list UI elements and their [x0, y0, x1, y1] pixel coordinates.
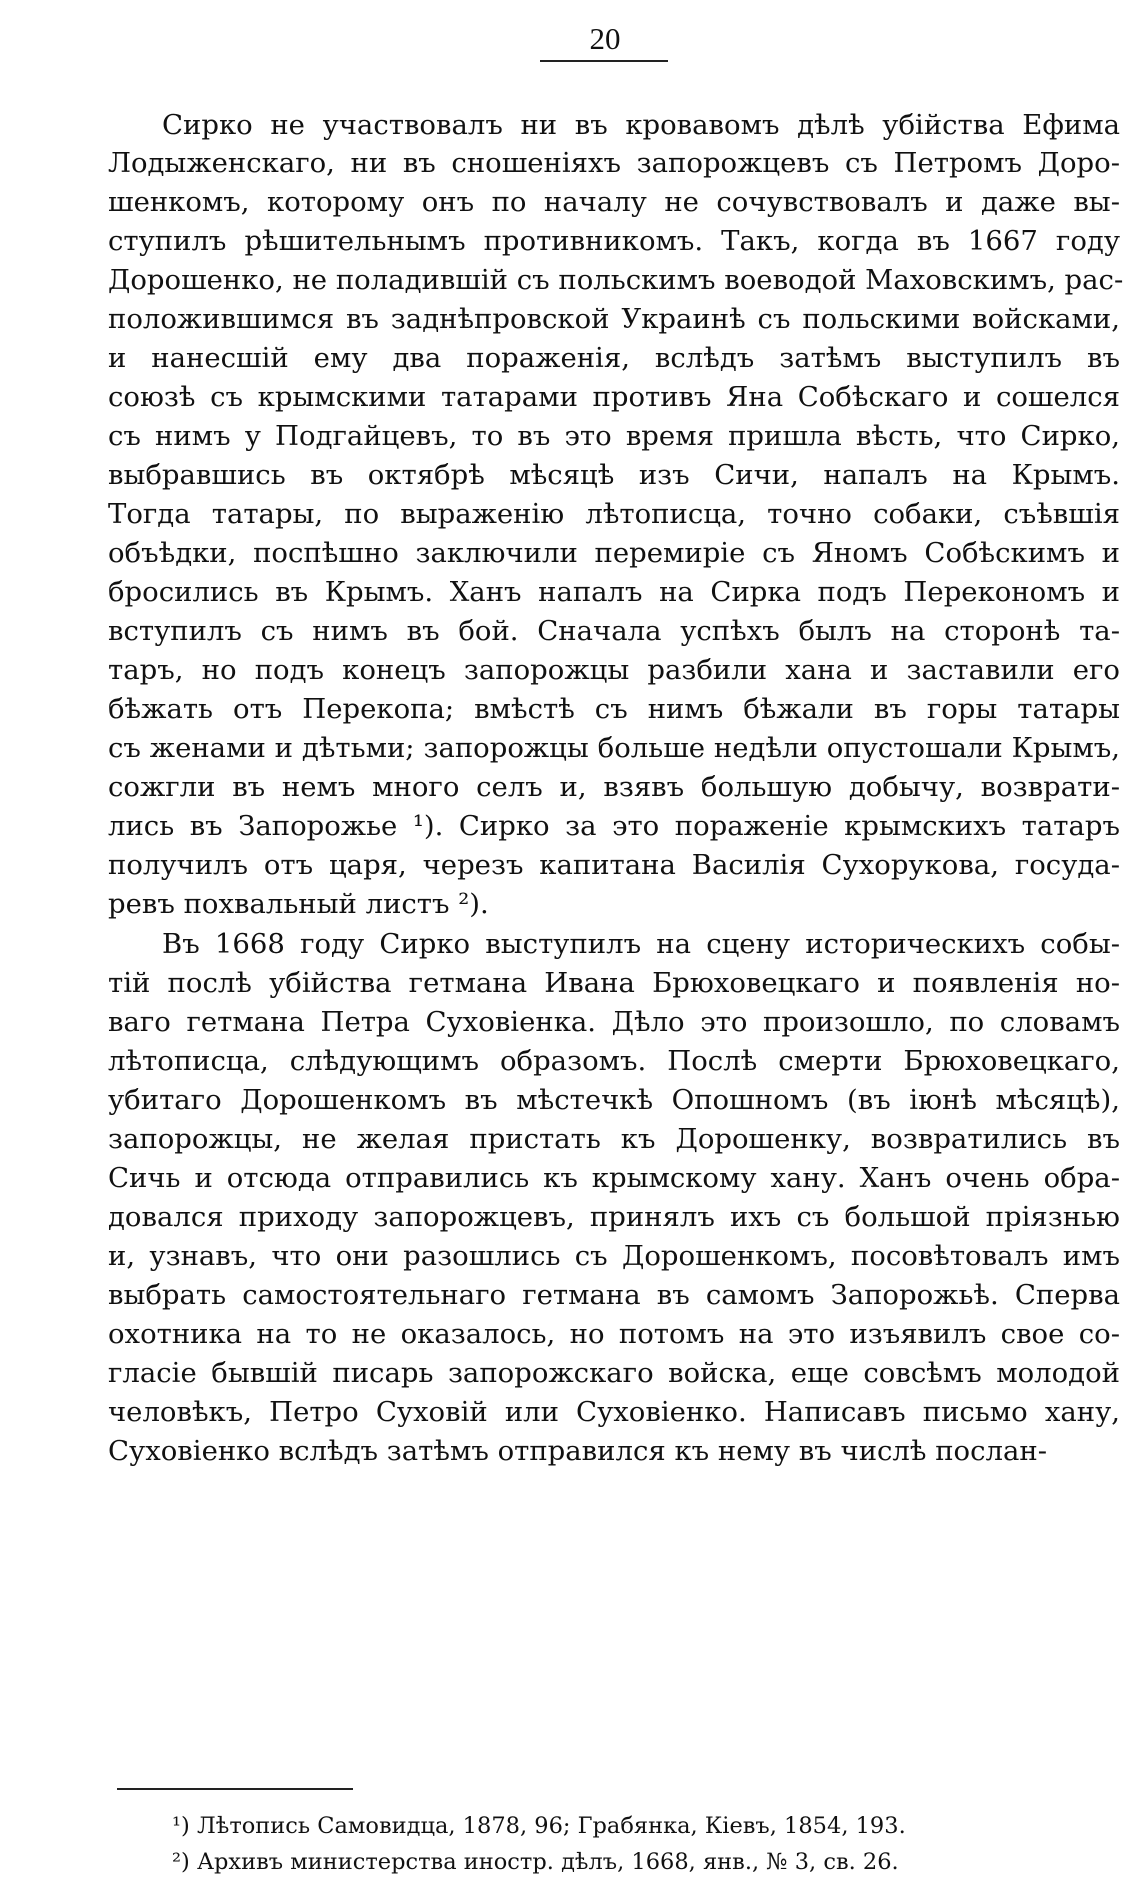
footnote-text: Лѣтопись Самовидца, 1878, 96; Грабянка, Кіевъ, 1854, 193.	[196, 1813, 906, 1839]
text-line: объѣдки, поспѣшно заключили перемиріе съ Яномъ Собѣскимъ и	[108, 537, 1120, 569]
text-line: бѣжать отъ Перекопа; вмѣстѣ съ нимъ бѣжали въ горы татары	[108, 693, 1120, 725]
text-line: съ женами и дѣтьми; запорожцы больше недѣли опустошали Крымъ,	[108, 732, 1120, 764]
text-line: Въ 1668 году Сирко выступилъ на сцену историческихъ собы-	[162, 928, 1120, 960]
text-line: съ нимъ у Подгайцевъ, то въ это время пришла вѣсть, что Сирко,	[108, 420, 1120, 452]
text-line: союзѣ съ крымскими татарами противъ Яна Собѣскаго и сошелся	[108, 381, 1120, 413]
text-line: человѣкъ, Петро Суховій или Суховіенко. Написавъ письмо хану,	[108, 1396, 1120, 1428]
text-line: получилъ отъ царя, черезъ капитана Василія Сухорукова, госуда-	[108, 849, 1120, 881]
footnote-marker: ¹)	[172, 1813, 190, 1839]
text-line: и нанесшій ему два пораженія, вслѣдъ затѣмъ выступилъ въ	[108, 342, 1120, 374]
footnote-marker: ²)	[172, 1849, 190, 1875]
text-line: ваго гетмана Петра Суховіенка. Дѣло это произошло, по словамъ	[108, 1006, 1120, 1038]
text-line: тій послѣ убійства гетмана Ивана Брюховецкаго и появленія но-	[108, 967, 1120, 999]
text-line: сожгли въ немъ много селъ и, взявъ большую добычу, возврати-	[108, 771, 1120, 803]
text-line: Дорошенко, не поладившій съ польскимъ воеводой Маховскимъ, рас-	[108, 264, 1124, 296]
text-line: шенкомъ, которому онъ по началу не сочувствовалъ и даже вы-	[108, 186, 1120, 218]
footnote	[172, 1810, 906, 1842]
footnote-text: Архивъ министерства иностр. дѣлъ, 1668, янв., № 3, св. 26.	[196, 1849, 899, 1875]
text-line: Тогда татары, по выраженію лѣтописца, точно собаки, съѣвшія	[108, 498, 1120, 530]
text-line: Лодыженскаго, ни въ сношеніяхъ запорожцевъ съ Петромъ Доро-	[108, 147, 1120, 179]
text-line: охотника на то не оказалось, но потомъ на это изъявилъ свое со-	[108, 1318, 1120, 1350]
text-line: выбрать самостоятельнаго гетмана въ самомъ Запорожьѣ. Сперва	[108, 1279, 1120, 1311]
text-line: довался приходу запорожцевъ, принялъ ихъ съ большой пріязнью	[108, 1201, 1120, 1233]
text-line: лись въ Запорожье ¹). Сирко за это пораженіе крымскихъ татаръ	[108, 810, 1120, 842]
text-line: гласіе бывшій писарь запорожскаго войска, еще совсѣмъ молодой	[108, 1357, 1120, 1389]
text-line: убитаго Дорошенкомъ въ мѣстечкѣ Опошномъ (въ іюнѣ мѣсяцѣ),	[108, 1084, 1120, 1116]
text-line: положившимся въ заднѣпровской Украинѣ съ польскими войсками,	[108, 303, 1120, 335]
text-line: запорожцы, не желая пристать къ Дорошенку, возвратились въ	[108, 1123, 1120, 1155]
text-line: ступилъ рѣшительнымъ противникомъ. Такъ, когда въ 1667 году	[108, 225, 1120, 257]
footnote-rule	[117, 1788, 353, 1790]
text-line: Сичь и отсюда отправились къ крымскому хану. Ханъ очень обра-	[108, 1162, 1120, 1194]
header-rule	[540, 60, 668, 62]
text-line: лѣтописца, слѣдующимъ образомъ. Послѣ смерти Брюховецкаго,	[108, 1045, 1120, 1077]
text-line: таръ, но подъ конецъ запорожцы разбили хана и заставили его	[108, 654, 1120, 686]
text-line: Сирко не участвовалъ ни въ кровавомъ дѣлѣ убійства Ефима	[162, 109, 1120, 141]
text-line: вступилъ съ нимъ въ бой. Сначала успѣхъ былъ на сторонѣ та-	[108, 615, 1120, 647]
text-line: Суховіенко вслѣдъ затѣмъ отправился къ нему въ числѣ послан-	[108, 1435, 1047, 1467]
text-line: бросились въ Крымъ. Ханъ напалъ на Сирка подъ Перекономъ и	[108, 576, 1120, 608]
footnote	[172, 1846, 899, 1878]
text-line: и, узнавъ, что они разошлись съ Дорошенкомъ, посовѣтовалъ имъ	[108, 1240, 1120, 1272]
text-line: выбравшись въ октябрѣ мѣсяцѣ изъ Сичи, напалъ на Крымъ.	[108, 459, 1120, 491]
page-number: 20	[589, 21, 621, 56]
text-line: ревъ похвальный листъ ²).	[108, 888, 489, 920]
